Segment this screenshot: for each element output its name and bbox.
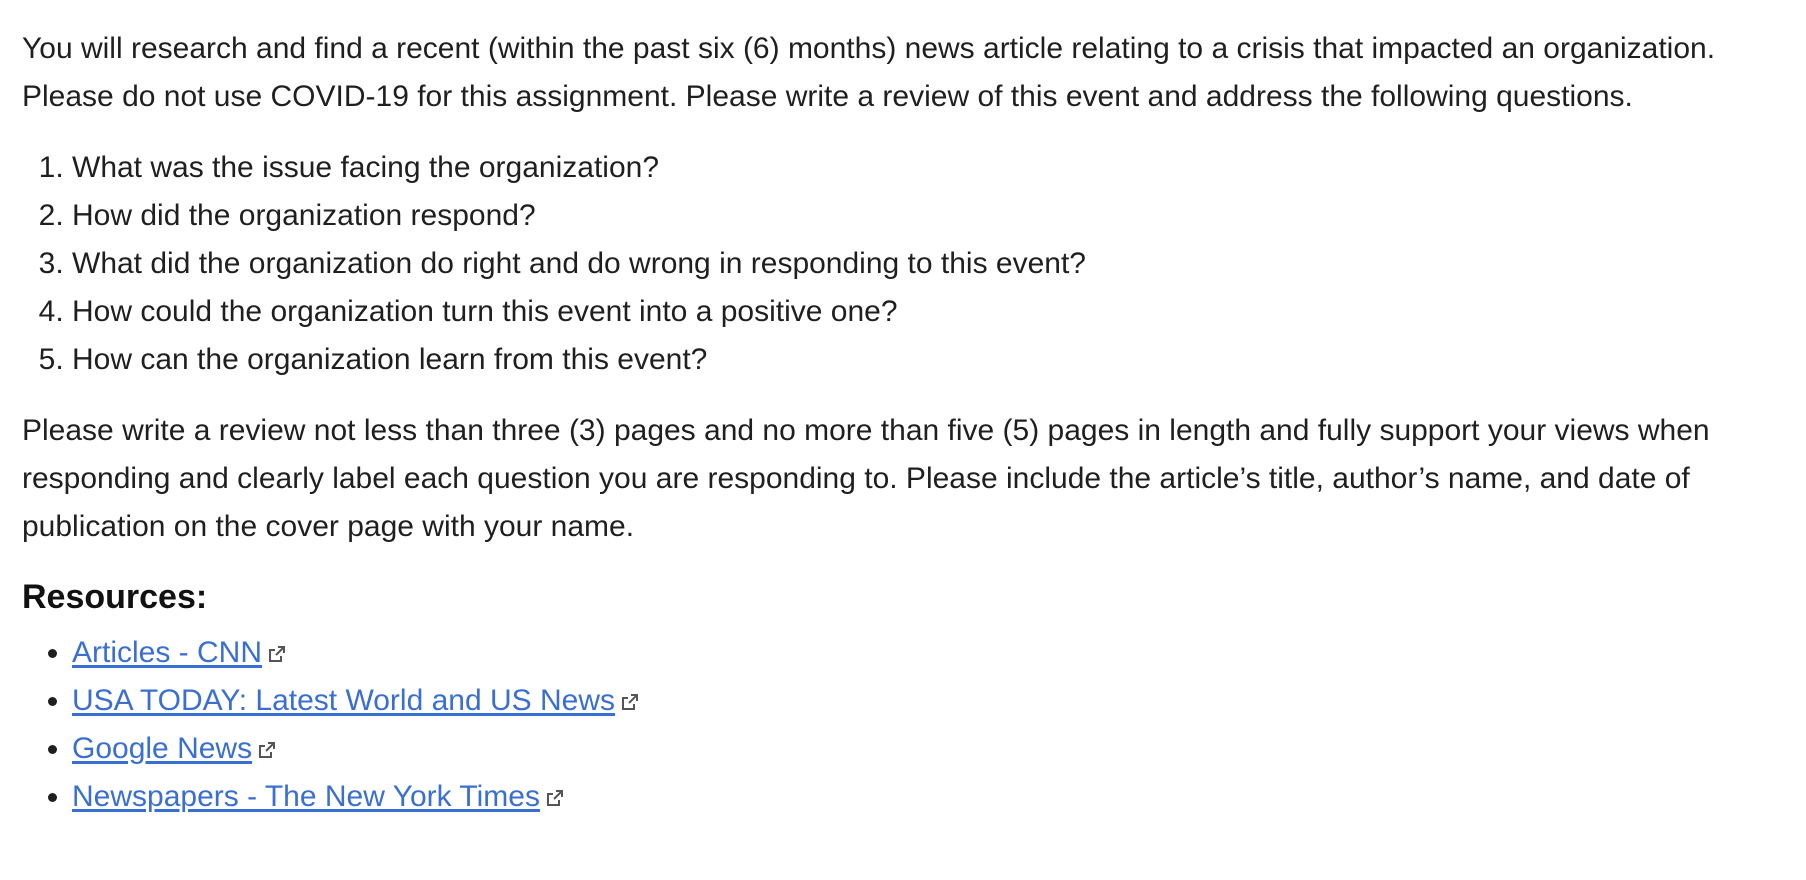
resource-link-nytimes[interactable]: Newspapers - The New York Times xyxy=(72,780,540,813)
assignment-content xyxy=(22,25,1782,821)
resource-item xyxy=(72,677,1782,725)
resource-link-google-news[interactable]: Google News xyxy=(72,732,253,765)
resource-item xyxy=(72,773,1782,821)
question-item: 4. How could the organization turn this event into a positive one? xyxy=(72,288,1782,336)
question-item: 3. What did the organization do right and do wrong in responding to this event? xyxy=(72,240,1782,288)
external-link-icon[interactable] xyxy=(257,740,277,760)
resource-link-usa-today[interactable]: USA TODAY: Latest World and US News xyxy=(72,684,616,717)
review-instructions: Please write a review not less than three (3) pages and no more than five (5) pages in length and fully support your views when responding and clearly label each question you are responding to. Please include the article’s title, author’s name, and date of publication on the cover page with your name. xyxy=(22,414,1710,543)
question-item: 1. What was the issue facing the organization? xyxy=(72,144,1782,192)
resources-list xyxy=(22,629,1782,821)
questions-list xyxy=(22,144,1782,384)
intro-paragraph: You will research and find a recent (within the past six (6) months) news article relating to a crisis that impacted an organization. Please do not use COVID-19 for this assignment. Please write a review of this event and address the following questions. xyxy=(22,32,1716,113)
resource-item xyxy=(72,629,1782,677)
question-item: 5. How can the organization learn from this event? xyxy=(72,336,1782,384)
external-link-icon[interactable] xyxy=(267,644,287,664)
resource-link-cnn[interactable]: Articles - CNN xyxy=(72,636,263,669)
question-item: 2. How did the organization respond? xyxy=(72,192,1782,240)
resources-heading: Resources: xyxy=(22,578,208,616)
external-link-icon[interactable] xyxy=(620,692,640,712)
external-link-icon[interactable] xyxy=(545,788,565,808)
resource-item xyxy=(72,725,1782,773)
